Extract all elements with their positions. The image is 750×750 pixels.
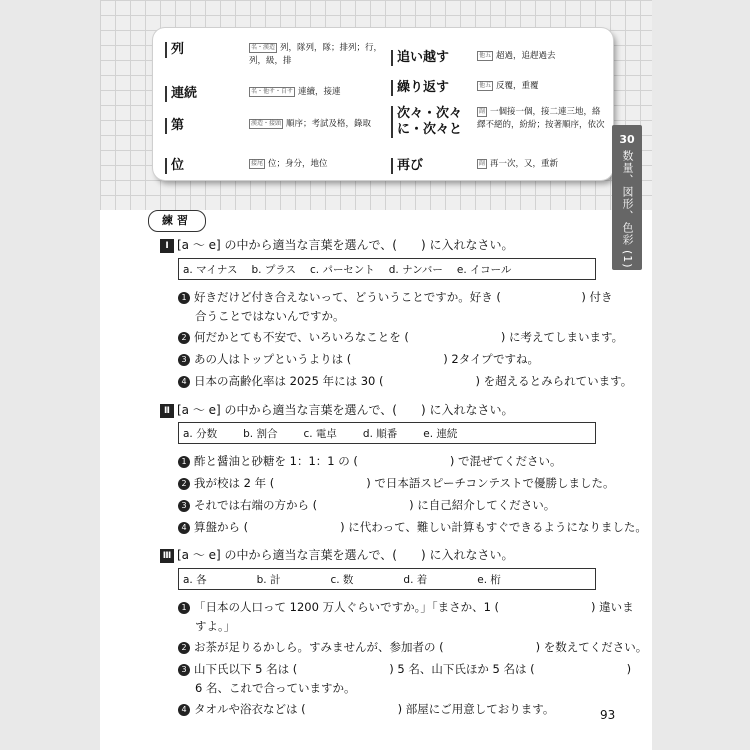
question-number: 4 [178, 376, 190, 388]
pos-tag: 副 [479, 107, 486, 115]
vocab-definition [249, 86, 341, 99]
vocab-item [391, 158, 558, 174]
choice-option: c. パーセント [310, 264, 375, 276]
question-text: 日本の高齢化率は 2025 年には 30 ( ) を超えるとみられています。 [194, 374, 633, 388]
choice-option: b. 計 [256, 574, 281, 586]
vocab-item [391, 50, 556, 66]
question-number: 4 [178, 522, 190, 534]
instruction-text: [a ～ e] の中から適当な言葉を選んで、( ) に入れなさい。 [177, 238, 514, 252]
vocab-word: 繰り返す [391, 80, 477, 96]
section-number: Ⅲ [160, 549, 174, 563]
question [178, 700, 618, 719]
question [178, 452, 618, 471]
vocab-word: 位 [165, 158, 249, 174]
question-number: 2 [178, 332, 190, 344]
vocab-word: 再び [391, 158, 477, 174]
choice-option: c. 電卓 [303, 428, 337, 440]
choice-option: b. 割合 [243, 428, 278, 440]
vocab-word: 列 [165, 42, 249, 58]
choice-option: e. 桁 [477, 574, 501, 586]
question-number: 3 [178, 354, 190, 366]
question-text: 算盤から ( ) に代わって、難しい計算もすぐできるようになりました。 [194, 520, 647, 534]
choice-option: d. 着 [403, 574, 428, 586]
vocab-meaning: 反覆，重覆 [496, 81, 539, 91]
choice-option: d. ナンバー [388, 264, 443, 276]
question-number: 1 [178, 602, 190, 614]
choice-option: d. 順番 [362, 428, 398, 440]
chapter-number: 30 [619, 133, 635, 146]
choice-option: a. 各 [183, 574, 207, 586]
pos-tag: 漢造・接頭 [251, 119, 282, 127]
question-text: それでは右端の方から ( ) に自己紹介してください。 [194, 498, 556, 512]
vocab-meaning: 列，隊列，隊；排列；行，列，級，排 [249, 43, 383, 66]
choice-box [178, 568, 596, 590]
vocab-meaning: 位；身分，地位 [268, 159, 328, 169]
question-text: 我が校は 2 年 ( ) で日本語スピーチコンテストで優勝しました。 [194, 476, 615, 490]
question-text: 好きだけど付き合えないって、どういうことですか。好き ( ) 付き [194, 290, 613, 304]
vocab-word: 連続 [165, 86, 249, 102]
instruction-text: [a ～ e] の中から適当な言葉を選んで、( ) に入れなさい。 [177, 548, 514, 562]
vocab-definition [249, 42, 385, 68]
question [178, 474, 618, 493]
choice-option: a. 分数 [183, 428, 218, 440]
choice-box [178, 422, 596, 444]
section-instruction [160, 546, 513, 563]
section-number: Ⅰ [160, 239, 174, 253]
vocab-definition [477, 106, 605, 132]
chapter-side-tab [612, 125, 642, 270]
instruction-text: [a ～ e] の中から適当な言葉を選んで、( ) に入れなさい。 [177, 403, 514, 417]
vocab-definition [477, 80, 539, 93]
practice-label: 練習 [148, 210, 206, 232]
pos-tag: 他五 [479, 51, 492, 59]
question-text: 合うことではないんですか。 [195, 309, 345, 323]
vocab-item [391, 80, 539, 96]
vocab-item [391, 106, 605, 138]
vocab-item [165, 42, 385, 68]
chapter-title: 数量、図形、色彩 [621, 150, 634, 246]
question-text: お茶が足りるかしら。すみませんが、参加者の ( ) を数えてください。 [194, 640, 648, 654]
pos-tag: 名・漢造 [251, 43, 276, 51]
choice-option: a. マイナス [183, 264, 238, 276]
vocab-definition [249, 118, 371, 131]
choice-option: b. プラス [251, 264, 297, 276]
question [178, 288, 618, 326]
section-number: Ⅱ [160, 404, 174, 418]
question-number: 2 [178, 642, 190, 654]
question [178, 496, 618, 515]
vocab-definition [477, 50, 556, 63]
pos-tag: 副 [479, 159, 486, 167]
question-text: 酢と醤油と砂糖を 1：1：1 の ( ) で混ぜてください。 [194, 454, 562, 468]
vocab-meaning: 超過，追趕過去 [496, 51, 556, 61]
question-text: あの人はトップというよりは ( ) 2タイプですね。 [194, 352, 540, 366]
choice-box [178, 258, 596, 280]
chapter-subtitle: (1) [621, 250, 634, 269]
section-instruction [160, 236, 513, 253]
vocab-meaning: 再一次，又，重新 [490, 159, 559, 169]
choice-option: e. イコール [456, 264, 512, 276]
question [178, 598, 634, 636]
pos-tag: 接尾 [251, 159, 264, 167]
question-text: すよ。」 [195, 619, 236, 633]
question [178, 328, 624, 347]
page-number: 93 [600, 708, 616, 722]
vocab-meaning: 連續，接連 [298, 87, 341, 97]
question-number: 3 [178, 664, 190, 676]
question [178, 518, 647, 537]
vocab-meaning: 順序；考試及格，錄取 [286, 119, 372, 129]
question [178, 350, 618, 369]
question [178, 660, 632, 698]
choice-option: e. 連続 [423, 428, 458, 440]
question-text: 6 名、これで合っていますか。 [195, 681, 356, 695]
section-instruction [160, 401, 513, 418]
pos-tag: 他五 [479, 81, 492, 89]
question-number: 1 [178, 292, 190, 304]
question [178, 372, 633, 391]
vocab-word: 追い越す [391, 50, 477, 66]
question-number: 4 [178, 704, 190, 716]
vocab-word: 第 [165, 118, 249, 134]
question [178, 638, 648, 657]
vocab-definition [249, 158, 328, 171]
question-text: タオルや浴衣などは ( ) 部屋にご用意しております。 [194, 702, 555, 716]
vocab-card [153, 28, 613, 180]
vocab-definition [477, 158, 558, 171]
question-text: 何だかとても不安で、いろいろなことを ( ) に考えてしまいます。 [194, 330, 624, 344]
pos-tag: 名・他サ・自サ [251, 87, 294, 95]
question-number: 3 [178, 500, 190, 512]
vocab-item [165, 158, 328, 174]
question-number: 2 [178, 478, 190, 490]
question-text: 山下氏以下 5 名は ( ) 5 名、山下氏ほか 5 名は ( ) [194, 662, 632, 676]
vocab-item [165, 118, 371, 134]
vocab-word: 次々・次々に・次々と [391, 106, 477, 138]
question-number: 1 [178, 456, 190, 468]
choice-option: c. 数 [330, 574, 354, 586]
vocab-meaning: 一個接一個，接二連三地，絡繹不絕的，紛紛；按著順序，依次 [477, 107, 605, 130]
vocab-item [165, 86, 341, 102]
question-text: 「日本の人口って 1200 万人ぐらいですか。」「まさか、1 ( ) 違いま [194, 600, 634, 614]
